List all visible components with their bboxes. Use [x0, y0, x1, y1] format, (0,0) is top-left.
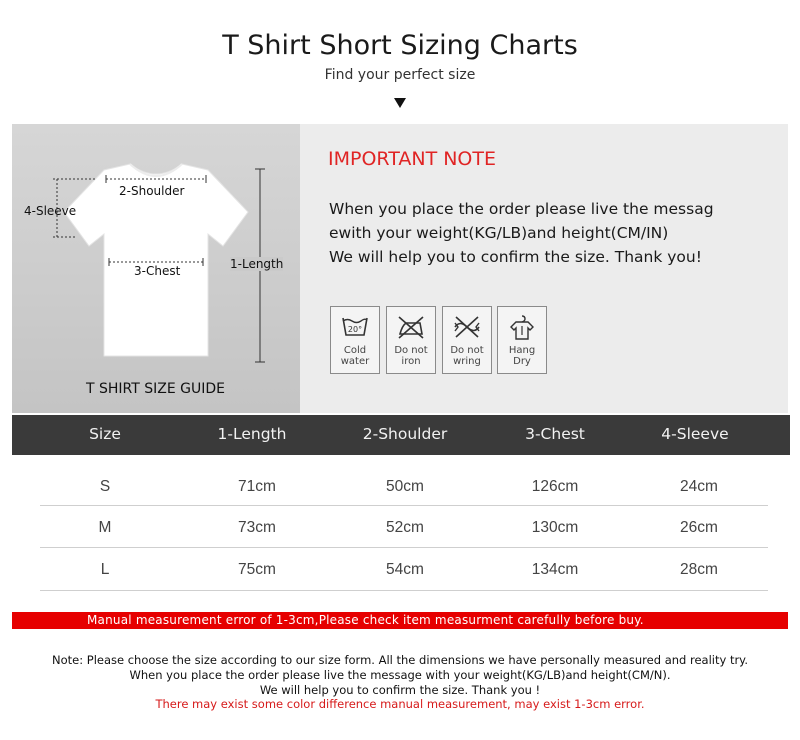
table-cell: 26cm — [680, 519, 718, 536]
table-cell: 130cm — [531, 519, 579, 536]
footer-note: Note: Please choose the size according to our size form. All the dimensions we have personally measured and reality try. — [52, 653, 748, 667]
care-text: Do not — [394, 345, 428, 356]
note-line: When you place the order please live the messag — [329, 200, 714, 218]
care-cold-water — [330, 306, 380, 374]
care-text: Cold — [343, 345, 367, 356]
table-cell: 24cm — [680, 478, 718, 495]
footer-error-note: There may exist some color difference manual measurement, may exist 1-3cm error. — [155, 697, 645, 711]
table-cell: 75cm — [238, 561, 276, 578]
table-cell: 73cm — [238, 519, 276, 536]
column-header: 2-Shoulder — [362, 425, 448, 443]
table-cell: 52cm — [386, 519, 424, 536]
table-cell: L — [100, 561, 110, 578]
care-do-not-wring — [442, 306, 492, 374]
cold-water-wash-icon — [340, 313, 370, 341]
note-line: We will help you to confirm the size. Thank you! — [329, 248, 702, 266]
row-divider — [40, 590, 768, 591]
page-subtitle: Find your perfect size — [324, 67, 476, 83]
table-cell: S — [99, 478, 111, 495]
svg-text:20°: 20° — [347, 325, 363, 334]
table-cell: 50cm — [386, 478, 424, 495]
column-header: 3-Chest — [525, 425, 585, 443]
care-do-not-iron — [386, 306, 436, 374]
column-header: 4-Sleeve — [661, 425, 729, 443]
size-guide-caption: T SHIRT SIZE GUIDE — [86, 381, 226, 397]
warning-text: Manual measurement error of 1-3cm,Please check item measurment carefully before buy. — [87, 613, 644, 627]
table-cell: 71cm — [238, 478, 276, 495]
down-arrow-icon — [394, 98, 406, 108]
hang-dry-icon — [507, 313, 537, 341]
care-text: water — [340, 356, 370, 367]
length-label: 1-Length — [230, 257, 284, 271]
care-hang-dry — [497, 306, 547, 374]
care-text: Dry — [513, 356, 531, 367]
table-cell: 28cm — [680, 561, 718, 578]
table-cell: M — [98, 519, 112, 536]
important-note-title: IMPORTANT NOTE — [328, 148, 496, 170]
note-line: ewith your weight(KG/LB)and height(CM/IN) — [329, 224, 669, 242]
sleeve-label: 4-Sleeve — [24, 204, 77, 218]
footer-note: We will help you to confirm the size. Thank you ! — [259, 683, 541, 697]
care-text: Do not — [450, 345, 484, 356]
row-divider — [40, 505, 768, 506]
do-not-iron-icon — [396, 313, 426, 341]
do-not-wring-icon — [452, 313, 482, 341]
page-title: T Shirt Short Sizing Charts — [222, 30, 578, 61]
table-cell: 54cm — [386, 561, 424, 578]
row-divider — [40, 547, 768, 548]
table-cell: 126cm — [531, 478, 579, 495]
table-cell: 134cm — [531, 561, 579, 578]
column-header: 1-Length — [217, 425, 287, 443]
footer-note: When you place the order please live the message with your weight(KG/LB)and height(CM/N). — [129, 668, 671, 682]
chest-label: 3-Chest — [134, 264, 181, 278]
care-text: wring — [453, 356, 481, 367]
column-header: Size — [89, 425, 121, 443]
care-text: iron — [401, 356, 421, 367]
care-text: Hang — [508, 345, 536, 356]
shoulder-label: 2-Shoulder — [119, 184, 185, 198]
